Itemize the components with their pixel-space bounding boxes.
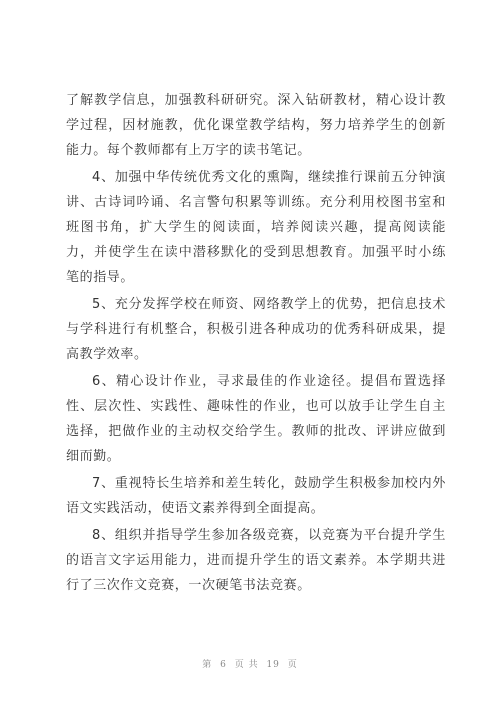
footer-suffix: 页 xyxy=(287,660,298,670)
footer-middle: 页 共 xyxy=(234,660,259,670)
footer-total-pages: 19 xyxy=(266,660,280,670)
page-footer xyxy=(0,657,500,670)
document-body xyxy=(66,88,446,598)
paragraph-item-6: 6、精心设计作业，寻求最佳的作业途径。提倡布置选择性、层次性、实践性、趣味性的作业，也可以放手让学生自主选择，把做作业的主动权交给学生。教师的批改、评讲应做到细而勤。 xyxy=(66,374,446,464)
paragraph-continued: 了解教学信息，加强教科研研究。深入钻研教材，精心设计教学过程，因材施教，优化课堂教学结构，努力培养学生的创新能力。每个教师都有上万字的读书笔记。 xyxy=(66,93,446,158)
paragraph-item-4: 4、加强中华传统优秀文化的熏陶，继续推行课前五分钟演讲、古诗词吟诵、名言警句积累等训练。充分利用校图书室和班图书角，扩大学生的阅读面，培养阅读兴趣，提高阅读能力，并使学生在读中潜移默化的受到思想教育。加强平时小练笔的指导。 xyxy=(66,170,446,285)
footer-prefix: 第 xyxy=(202,660,213,670)
footer-page-number: 6 xyxy=(220,660,227,670)
paragraph-item-8: 8、组织并指导学生参加各级竞赛，以竞赛为平台提升学生的语言文字运用能力，进而提升学生的语文素养。本学期共进行了三次作文竞赛，一次硬笔书法竞赛。 xyxy=(66,528,446,593)
paragraph-item-5: 5、充分发挥学校在师资、网络教学上的优势，把信息技术与学科进行有机整合，积极引进各种成功的优秀科研成果，提高教学效率。 xyxy=(66,297,446,362)
paragraph-item-7: 7、重视特长生培养和差生转化，鼓励学生积极参加校内外语文实践活动，使语文素养得到全面提高。 xyxy=(66,476,446,516)
